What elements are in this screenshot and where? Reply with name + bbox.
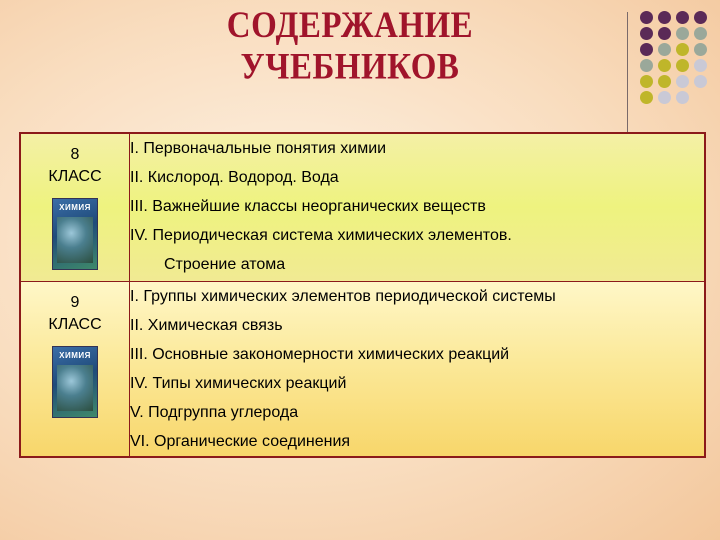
topic-item: II. Кислород. Водород. Вода	[130, 169, 339, 186]
decor-dot	[694, 27, 707, 40]
decor-dot	[640, 91, 653, 104]
topic-item: I. Первоначальные понятия химии	[130, 140, 387, 157]
decor-dot	[676, 43, 689, 56]
decor-dot	[658, 43, 671, 56]
grade-number: 9	[70, 293, 80, 311]
page-title: СОДЕРЖАНИЕ УЧЕБНИКОВ	[226, 5, 474, 88]
decor-dot	[640, 27, 653, 40]
decor-dot	[658, 59, 671, 72]
decor-dot	[658, 11, 671, 24]
decor-dot	[676, 59, 689, 72]
decor-divider-line	[627, 12, 628, 134]
grade-row-8	[20, 133, 705, 281]
topics-cell	[130, 133, 706, 281]
decor-dot	[676, 11, 689, 24]
topic-item: III. Важнейшие классы неорганических веществ	[130, 198, 486, 215]
textbook-cover-title: ХИМИЯ	[59, 350, 91, 360]
decor-dot	[694, 59, 707, 72]
decor-dot	[694, 11, 707, 24]
topic-item: III. Основные закономерности химических реакций	[130, 345, 510, 363]
decor-dot	[640, 75, 653, 88]
decor-dot	[694, 75, 707, 88]
topic-item: I. Группы химических элементов периодической системы	[130, 287, 556, 305]
decor-dot-grid	[640, 11, 712, 111]
grade-label: КЛАСС	[48, 168, 102, 185]
grade-cell	[20, 281, 130, 457]
topics-cell	[130, 281, 706, 457]
textbook-content-table	[19, 132, 706, 458]
textbook-cover-art	[57, 365, 93, 411]
decor-dot	[640, 59, 653, 72]
grade-row-9	[20, 281, 705, 457]
topic-item: V. Подгруппа углерода	[130, 403, 299, 421]
textbook-cover-art	[57, 217, 93, 263]
decor-dot	[658, 27, 671, 40]
decor-dot	[676, 91, 689, 104]
decor-dot	[676, 27, 689, 40]
decor-dot	[658, 75, 671, 88]
topic-item: IV. Типы химических реакций	[130, 374, 347, 392]
decor-dot	[640, 43, 653, 56]
topic-item: VI. Органические соединения	[130, 432, 351, 450]
textbook-cover-title: ХИМИЯ	[59, 203, 91, 212]
decor-dot	[694, 43, 707, 56]
grade-cell	[20, 133, 130, 281]
textbook-cover-image	[52, 346, 98, 418]
decor-dot	[676, 75, 689, 88]
topic-item-continuation: Строение атома	[164, 256, 286, 273]
grade-label: КЛАСС	[48, 315, 102, 333]
topic-item: IV. Периодическая система химических элементов.	[130, 227, 512, 244]
grade-number: 8	[70, 146, 80, 163]
textbook-cover-image	[52, 198, 98, 270]
decor-dot	[658, 91, 671, 104]
topic-item: II. Химическая связь	[130, 316, 283, 334]
decor-dot	[640, 11, 653, 24]
